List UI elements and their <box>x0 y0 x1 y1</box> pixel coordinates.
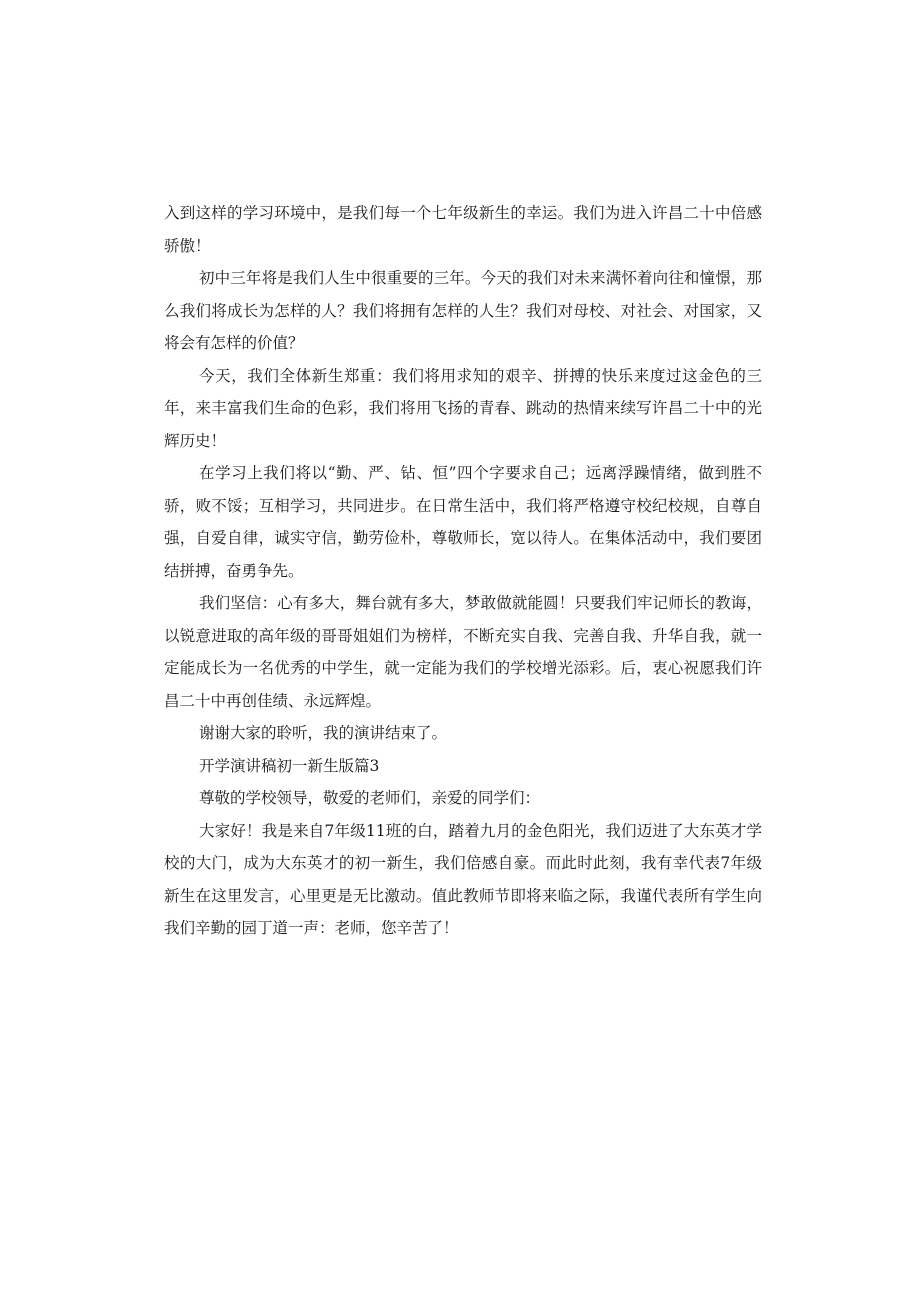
paragraph-pledge: 今天，我们全体新生郑重：我们将用求知的艰辛、拼搏的快乐来度过这金色的三年，来丰富我们生命的色彩，我们将用飞扬的青春、跳动的热情来续写许昌二十中的光辉历史！ <box>164 366 762 450</box>
paragraph-salutation: 尊敬的学校领导，敬爱的老师们，亲爱的同学们： <box>199 789 541 807</box>
document-body <box>164 197 762 945</box>
section-heading: 开学演讲稿初一新生版篇3 <box>199 756 380 775</box>
paragraph-continuation: 入到这样的学习环境中，是我们每一个七年级新生的幸运。我们为进入许昌二十中倍感骄傲！ <box>164 204 762 255</box>
paragraph-thanks: 谢谢大家的聆听，我的演讲结束了。 <box>199 724 448 742</box>
paragraph-greeting: 大家好！我是来自7年级11班的白，踏着九月的金色阳光，我们迈进了大东英才学校的大门，成为大东英才的初一新生，我们倍感自豪。而此时此刻，我有幸代表7年级新生在这里发言，心里更是无比激动。值此教师节即将来临之际，我谨代表所有学生向我们辛勤的园丁道一声：老师，您辛苦了！ <box>164 821 762 937</box>
paragraph-junior-high-years: 初中三年将是我们人生中很重要的三年。今天的我们对未来满怀着向往和憧憬，那么我们将成长为怎样的人？我们将拥有怎样的人生？我们对母校、对社会、对国家，又将会有怎样的价值？ <box>164 269 762 352</box>
paragraph-study-conduct: 在学习上我们将以“勤、严、钻、恒”四个字要求自己；远离浮躁情绪，做到胜不骄，败不馁；互相学习，共同进步。在日常生活中，我们将严格遵守校纪校规，自尊自强，自爱自律，诚实守信，勤劳俭朴，尊敬师长，宽以待人。在集体活动中，我们要团结拼搏，奋勇争先。 <box>164 464 762 580</box>
paragraph-belief: 我们坚信：心有多大，舞台就有多大，梦敢做就能圆！只要我们牢记师长的教诲，以锐意进取的高年级的哥哥姐姐们为榜样，不断充实自我、完善自我、升华自我，就一定能成长为一名优秀的中学生，就一定能为我们的学校增光添彩。后，衷心祝愿我们许昌二十中再创佳绩、永远辉煌。 <box>164 594 762 710</box>
